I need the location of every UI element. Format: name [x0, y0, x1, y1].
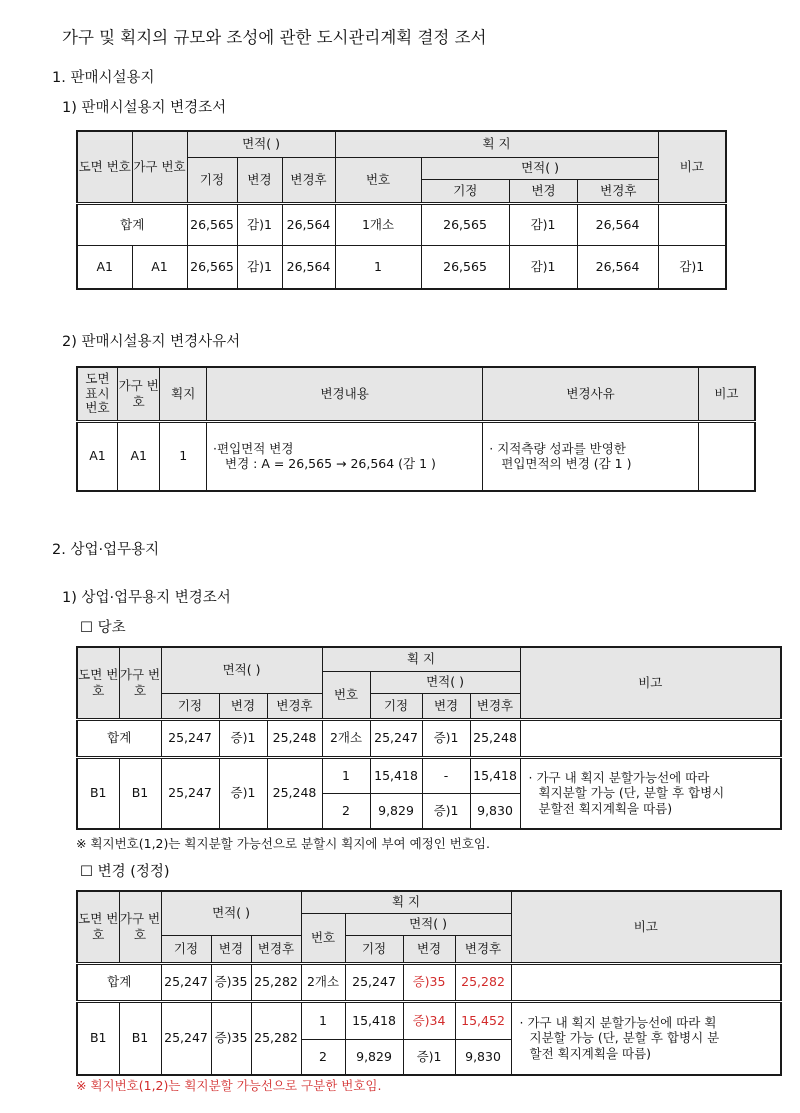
table-row	[77, 245, 726, 289]
total-label: 합계	[77, 963, 161, 1001]
hdr-area: 면적( )	[187, 131, 335, 157]
cell-existing: 26,565	[187, 203, 237, 245]
section1-heading: 1. 판매시설용지	[52, 70, 155, 86]
cell-reason	[483, 421, 699, 491]
cell-remarks: 감)1	[658, 245, 726, 289]
remark-line-1: · 가구 내 획지 분할가능선에 따라	[528, 769, 710, 785]
hdr-remarks: 비고	[658, 131, 726, 203]
hdr-lot-area: 면적( )	[345, 913, 511, 935]
hdr-lot-change: 변경	[510, 180, 578, 202]
cell-after: 25,248	[267, 757, 322, 829]
cell-existing: 26,565	[187, 245, 237, 289]
hdr-lot-existing: 기정	[345, 935, 403, 963]
cell-after: 25,282	[251, 1001, 301, 1075]
cell-remarks	[520, 757, 781, 829]
hdr-reason: 변경사유	[483, 367, 699, 421]
hdr-lot-change: 변경	[422, 693, 470, 719]
cell-lot-no: 1	[301, 1001, 345, 1039]
cell-lot-no: 2개소	[322, 719, 370, 757]
hdr-lot: 획 지	[301, 891, 511, 913]
cell-existing: 25,247	[161, 719, 219, 757]
cell-lot-after: 9,830	[455, 1039, 511, 1075]
sales-facility-change-table	[76, 130, 727, 290]
cell-remarks	[698, 421, 755, 491]
table-row	[77, 757, 781, 793]
cell-lot-change: 증)1	[403, 1039, 455, 1075]
cell-remarks	[658, 203, 726, 245]
remark-line-2: 획지분할 가능 (단, 분할 후 합병시	[538, 785, 725, 801]
revised-footnote: ※ 획지번호(1,2)는 획지분할 가능선으로 구분한 번호임.	[76, 1078, 382, 1093]
revised-heading: ☐ 변경 (정정)	[80, 864, 170, 880]
hdr-block-no: 가구 번호	[132, 131, 187, 203]
hdr-block-no: 가구 번호	[119, 647, 161, 719]
hdr-block-no: 가구 번호	[117, 367, 160, 421]
cell-block-no: B1	[119, 1001, 161, 1075]
hdr-content: 변경내용	[207, 367, 483, 421]
cell-block-no: A1	[117, 421, 160, 491]
hdr-lot: 획 지	[322, 647, 520, 671]
table-row-total	[77, 203, 726, 245]
table-row	[77, 1001, 781, 1039]
section2-sub1-heading: 1) 상업·업무용지 변경조서	[62, 590, 231, 606]
cell-change: 증)35	[211, 963, 251, 1001]
cell-lot-change: -	[422, 757, 470, 793]
cell-lot-change: 감)1	[509, 203, 577, 245]
cell-lot-after: 15,452	[455, 1001, 511, 1039]
hdr-change: 변경	[219, 693, 267, 719]
remark-line-3: 분할전 획지계획을 따름)	[538, 801, 673, 817]
hdr-map-no: 도면 번호	[77, 131, 132, 203]
reason-line-2: 편입면적의 변경 (감 1 )	[501, 456, 632, 472]
hdr-lot: 획지	[160, 367, 207, 421]
cell-lot-existing: 25,247	[345, 963, 403, 1001]
hdr-remarks: 비고	[698, 367, 755, 421]
commercial-revised-table	[76, 890, 782, 1076]
cell-after: 25,248	[267, 719, 322, 757]
original-footnote: ※ 획지번호(1,2)는 획지분할 가능선으로 분할시 획지에 부여 예정인 번호임.	[76, 836, 490, 851]
cell-lot-existing: 25,247	[370, 719, 422, 757]
cell-after: 26,564	[282, 245, 335, 289]
cell-lot-after: 26,564	[577, 245, 658, 289]
cell-lot-after: 25,248	[470, 719, 520, 757]
hdr-lot-no: 번호	[335, 157, 421, 203]
hdr-lot-no: 번호	[322, 671, 370, 719]
cell-lot-after: 25,282	[455, 963, 511, 1001]
hdr-after: 변경후	[251, 935, 301, 963]
hdr-existing: 기정	[187, 157, 237, 203]
cell-remarks	[511, 963, 781, 1001]
total-label: 합계	[77, 203, 187, 245]
cell-change: 증)35	[211, 1001, 251, 1075]
hdr-lot-existing: 기정	[422, 180, 510, 202]
hdr-after: 변경후	[267, 693, 322, 719]
hdr-lot-area: 면적( )	[422, 158, 659, 180]
hdr-existing: 기정	[161, 693, 219, 719]
hdr-map-no: 도면 표시 번호	[77, 367, 117, 421]
cell-map-no: B1	[77, 757, 119, 829]
cell-lot-change: 감)1	[509, 245, 577, 289]
cell-lot-change: 증)34	[403, 1001, 455, 1039]
remark-line-2: 지분할 가능 (단, 분할 후 합병시 분	[529, 1030, 720, 1046]
document-title: 가구 및 획지의 규모와 조성에 관한 도시관리계획 결정 조서	[62, 28, 487, 47]
hdr-lot: 획 지	[335, 131, 658, 157]
cell-lot-change: 증)1	[422, 793, 470, 829]
cell-lot-change: 증)35	[403, 963, 455, 1001]
cell-map-no: A1	[77, 245, 132, 289]
hdr-map-no: 도면 번호	[77, 647, 119, 719]
remark-line-3: 할전 획지계획을 따름)	[529, 1046, 652, 1062]
cell-lot: 1	[160, 421, 207, 491]
table-row-total	[77, 963, 781, 1001]
cell-lot-no: 2	[322, 793, 370, 829]
cell-lot-existing: 9,829	[370, 793, 422, 829]
cell-remarks	[511, 1001, 781, 1075]
cell-content	[207, 421, 483, 491]
cell-block-no: B1	[119, 757, 161, 829]
cell-change: 감)1	[237, 203, 282, 245]
cell-lot-no: 2개소	[301, 963, 345, 1001]
hdr-remarks: 비고	[520, 647, 781, 719]
cell-map-no: A1	[77, 421, 117, 491]
cell-block-no: A1	[132, 245, 187, 289]
cell-existing: 25,247	[161, 963, 211, 1001]
hdr-map-no: 도면 번호	[77, 891, 119, 963]
cell-lot-after: 26,564	[577, 203, 658, 245]
cell-lot-after: 9,830	[470, 793, 520, 829]
hdr-lot-area-group	[421, 157, 658, 203]
cell-change: 증)1	[219, 757, 267, 829]
hdr-lot-change: 변경	[403, 935, 455, 963]
total-label: 합계	[77, 719, 161, 757]
cell-change: 감)1	[237, 245, 282, 289]
hdr-lot-after: 변경후	[470, 693, 520, 719]
section1-sub2-heading: 2) 판매시설용지 변경사유서	[62, 334, 241, 350]
cell-lot-existing: 15,418	[345, 1001, 403, 1039]
hdr-lot-after: 변경후	[600, 182, 637, 198]
hdr-area: 면적( )	[161, 891, 301, 935]
cell-lot-existing: 15,418	[370, 757, 422, 793]
cell-map-no: B1	[77, 1001, 119, 1075]
section1-sub1-heading: 1) 판매시설용지 변경조서	[62, 100, 227, 116]
table-row-total	[77, 719, 781, 757]
sales-facility-reason-table	[76, 366, 756, 492]
cell-after: 25,282	[251, 963, 301, 1001]
cell-lot-no: 1	[335, 245, 421, 289]
hdr-block-no: 가구 번호	[119, 891, 161, 963]
cell-lot-existing: 26,565	[421, 245, 509, 289]
content-line-2: 변경 : A = 26,565 → 26,564 (감 1 )	[225, 456, 436, 472]
hdr-lot-existing: 기정	[370, 693, 422, 719]
hdr-lot-no: 번호	[301, 913, 345, 963]
cell-lot-no: 1	[322, 757, 370, 793]
original-heading: ☐ 당초	[80, 620, 126, 636]
hdr-change: 변경	[237, 157, 282, 203]
reason-line-1: · 지적측량 성과를 반영한	[489, 440, 626, 456]
cell-existing: 25,247	[161, 1001, 211, 1075]
hdr-existing: 기정	[161, 935, 211, 963]
cell-lot-no: 2	[301, 1039, 345, 1075]
hdr-lot-area: 면적( )	[370, 671, 520, 693]
cell-existing: 25,247	[161, 757, 219, 829]
hdr-after: 변경후	[282, 157, 335, 203]
content-line-1: ·편입면적 변경	[213, 440, 294, 456]
cell-lot-existing: 9,829	[345, 1039, 403, 1075]
remark-line-1: · 가구 내 획지 분할가능선에 따라 획	[519, 1014, 717, 1030]
cell-lot-no: 1개소	[335, 203, 421, 245]
section2-heading: 2. 상업·업무용지	[52, 542, 160, 558]
hdr-change: 변경	[211, 935, 251, 963]
cell-remarks	[520, 719, 781, 757]
table-row	[77, 421, 755, 491]
cell-after: 26,564	[282, 203, 335, 245]
cell-lot-existing: 26,565	[421, 203, 509, 245]
hdr-lot-after: 변경후	[455, 935, 511, 963]
cell-lot-after: 15,418	[470, 757, 520, 793]
hdr-area: 면적( )	[161, 647, 322, 693]
cell-lot-change: 증)1	[422, 719, 470, 757]
commercial-original-table	[76, 646, 782, 830]
cell-change: 증)1	[219, 719, 267, 757]
hdr-remarks: 비고	[511, 891, 781, 963]
